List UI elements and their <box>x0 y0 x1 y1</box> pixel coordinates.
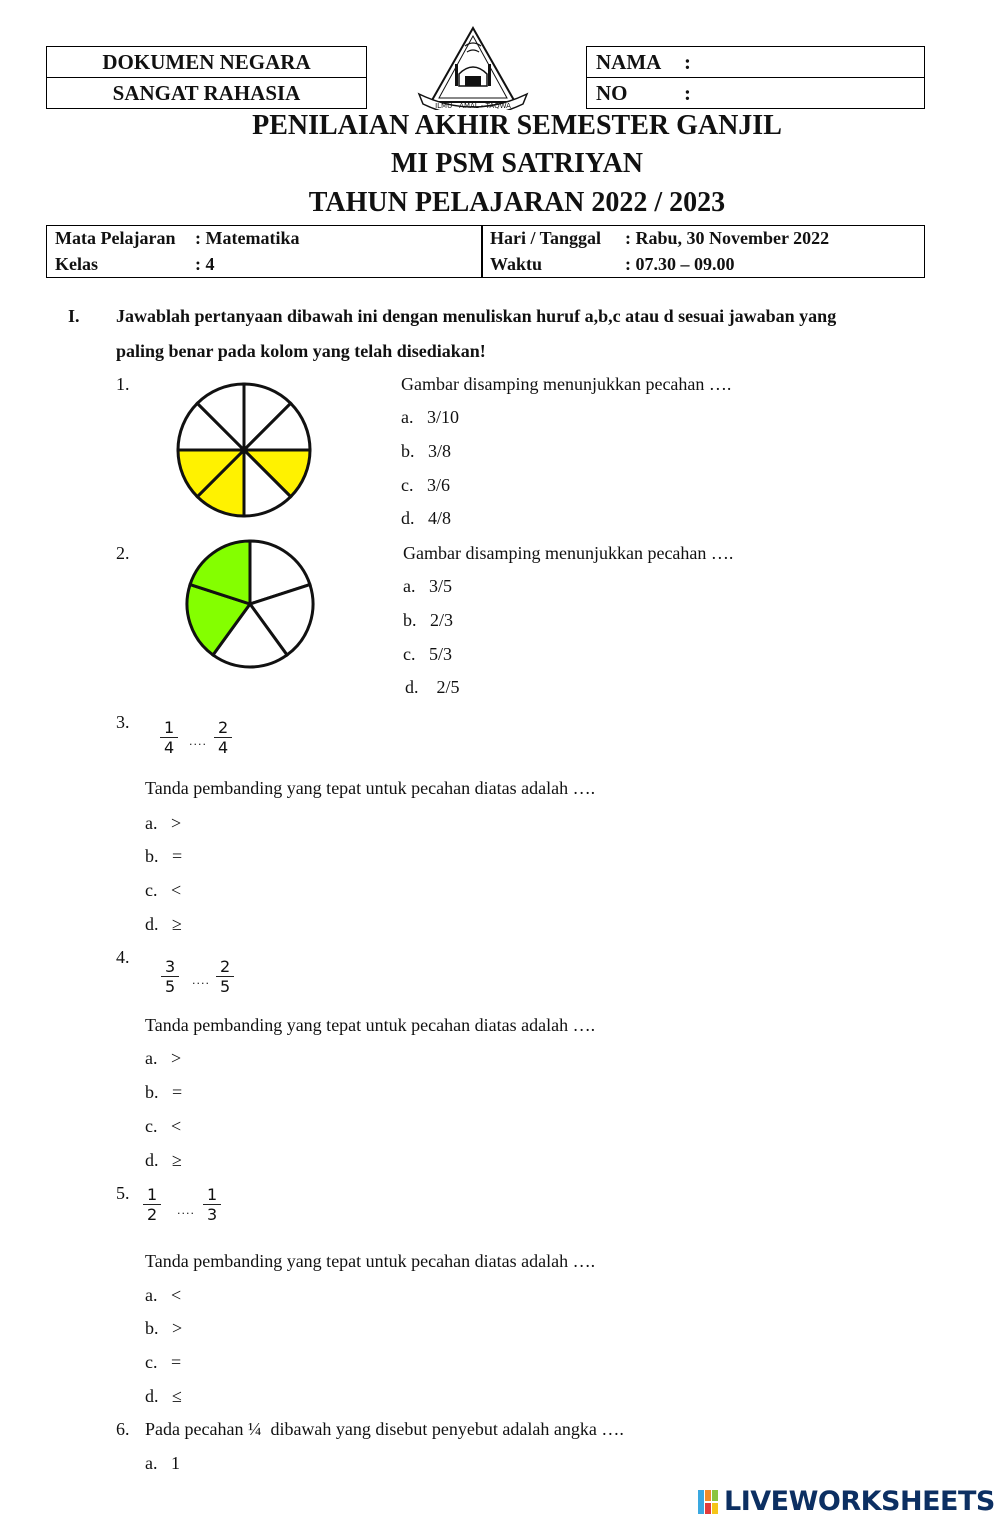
question-4-fraction-right <box>216 958 234 997</box>
question-5-option-b[interactable]: b. > <box>145 1318 183 1338</box>
question-1-number: 1. <box>116 374 130 394</box>
question-5-text: Tanda pembanding yang tepat untuk pecahan diatas adalah …. <box>145 1251 596 1271</box>
question-2-pie-figure <box>183 538 319 672</box>
secrecy-level: SANGAT RAHASIA <box>112 81 301 105</box>
question-5-number: 5. <box>116 1183 130 1203</box>
question-4-fraction-left <box>161 958 179 997</box>
question-3-option-a[interactable]: a. > <box>145 813 182 833</box>
comparison-blank[interactable]: .... <box>189 735 207 748</box>
question-4-number: 4. <box>116 947 130 967</box>
fraction-numerator: 1 <box>203 1186 221 1205</box>
question-4-text: Tanda pembanding yang tepat untuk pecahan diatas adalah …. <box>145 1015 596 1035</box>
number-colon: : <box>684 81 691 105</box>
exam-info-table <box>46 225 925 278</box>
question-3-fraction-left <box>160 719 178 758</box>
fraction-denominator: 2 <box>147 1205 158 1224</box>
question-4-option-d[interactable]: d. ≥ <box>145 1150 182 1170</box>
question-3-option-c[interactable]: c. < <box>145 880 182 900</box>
question-4-option-a[interactable]: a. > <box>145 1048 182 1068</box>
question-3-number: 3. <box>116 712 130 732</box>
fraction-numerator: 3 <box>161 958 179 977</box>
school-logo <box>415 24 531 110</box>
exam-title: PENILAIAN AKHIR SEMESTER GANJIL <box>252 110 782 141</box>
number-label: NO <box>596 81 628 105</box>
question-2-option-c[interactable]: c. 5/3 <box>403 644 452 664</box>
instruction-line-2: paling benar pada kolom yang telah disediakan! <box>116 341 486 361</box>
question-5-fraction-left <box>143 1186 161 1225</box>
question-5-option-d[interactable]: d. ≤ <box>145 1386 182 1406</box>
comparison-blank[interactable]: .... <box>177 1204 195 1217</box>
question-2-option-a[interactable]: a. 3/5 <box>403 576 452 596</box>
question-4-option-b[interactable]: b. = <box>145 1082 183 1102</box>
logo-ribbon-text: ILMU - AMAL - TAQWA <box>435 102 511 110</box>
header-left-box <box>46 46 367 109</box>
question-6-number: 6. <box>116 1419 130 1439</box>
header-right-box <box>586 46 925 109</box>
question-1-option-a[interactable]: a. 3/10 <box>401 407 459 427</box>
comparison-blank[interactable]: .... <box>192 974 210 987</box>
question-5-option-c[interactable]: c. = <box>145 1352 182 1372</box>
class-label: Kelas <box>55 254 98 274</box>
fraction-denominator: 3 <box>207 1205 218 1224</box>
school-name: MI PSM SATRIYAN <box>390 148 644 179</box>
question-4-option-c[interactable]: c. < <box>145 1116 182 1136</box>
section-number: I. <box>68 306 80 326</box>
liveworksheets-watermark: LIVEWORKSHEETS <box>724 1486 995 1517</box>
question-2-number: 2. <box>116 543 130 563</box>
question-6-text: Pada pecahan ¼ dibawah yang disebut penyebut adalah angka …. <box>145 1419 624 1439</box>
fraction-numerator: 2 <box>216 958 234 977</box>
number-field[interactable] <box>587 78 924 109</box>
fraction-numerator: 2 <box>214 719 232 738</box>
question-5-fraction-right <box>203 1186 221 1225</box>
subject-value: : Matematika <box>195 228 300 248</box>
question-2-text: Gambar disamping menunjukkan pecahan …. <box>403 543 734 563</box>
name-field[interactable] <box>587 47 924 78</box>
fraction-numerator: 1 <box>160 719 178 738</box>
question-3-text: Tanda pembanding yang tepat untuk pecahan diatas adalah …. <box>145 778 596 798</box>
info-table-divider <box>481 226 483 277</box>
question-6-option-a[interactable]: a. 1 <box>145 1453 180 1473</box>
question-1-pie-figure <box>175 378 315 524</box>
question-1-option-b[interactable]: b. 3/8 <box>401 441 452 461</box>
liveworksheets-logo-icon <box>698 1490 720 1514</box>
academic-year: TAHUN PELAJARAN 2022 / 2023 <box>308 187 726 218</box>
question-5-option-a[interactable]: a. < <box>145 1285 182 1305</box>
time-value: : 07.30 – 09.00 <box>625 254 735 274</box>
question-1-text: Gambar disamping menunjukkan pecahan …. <box>401 374 732 394</box>
subject-label: Mata Pelajaran <box>55 228 176 248</box>
fraction-denominator: 4 <box>218 738 229 757</box>
question-3-option-d[interactable]: d. ≥ <box>145 914 182 934</box>
time-label: Waktu <box>490 254 543 274</box>
question-1-option-d[interactable]: d. 4/8 <box>401 508 452 528</box>
date-label: Hari / Tanggal <box>490 228 602 248</box>
name-colon: : <box>684 50 691 74</box>
question-3-option-b[interactable]: b. = <box>145 846 183 866</box>
class-value: : 4 <box>195 254 215 274</box>
question-2-option-d[interactable]: d. 2/5 <box>405 677 460 697</box>
fraction-denominator: 5 <box>165 977 176 996</box>
fraction-numerator: 1 <box>143 1186 161 1205</box>
question-3-fraction-right <box>214 719 232 758</box>
question-2-option-b[interactable]: b. 2/3 <box>403 610 454 630</box>
name-label: NAMA <box>596 50 662 74</box>
instruction-line-1: Jawablah pertanyaan dibawah ini dengan menuliskan huruf a,b,c atau d sesuai jawaban yang <box>116 306 837 326</box>
question-1-option-c[interactable]: c. 3/6 <box>401 475 450 495</box>
fraction-denominator: 4 <box>164 738 175 757</box>
date-value: : Rabu, 30 November 2022 <box>625 228 830 248</box>
document-classification: DOKUMEN NEGARA <box>47 47 366 78</box>
fraction-denominator: 5 <box>220 977 231 996</box>
